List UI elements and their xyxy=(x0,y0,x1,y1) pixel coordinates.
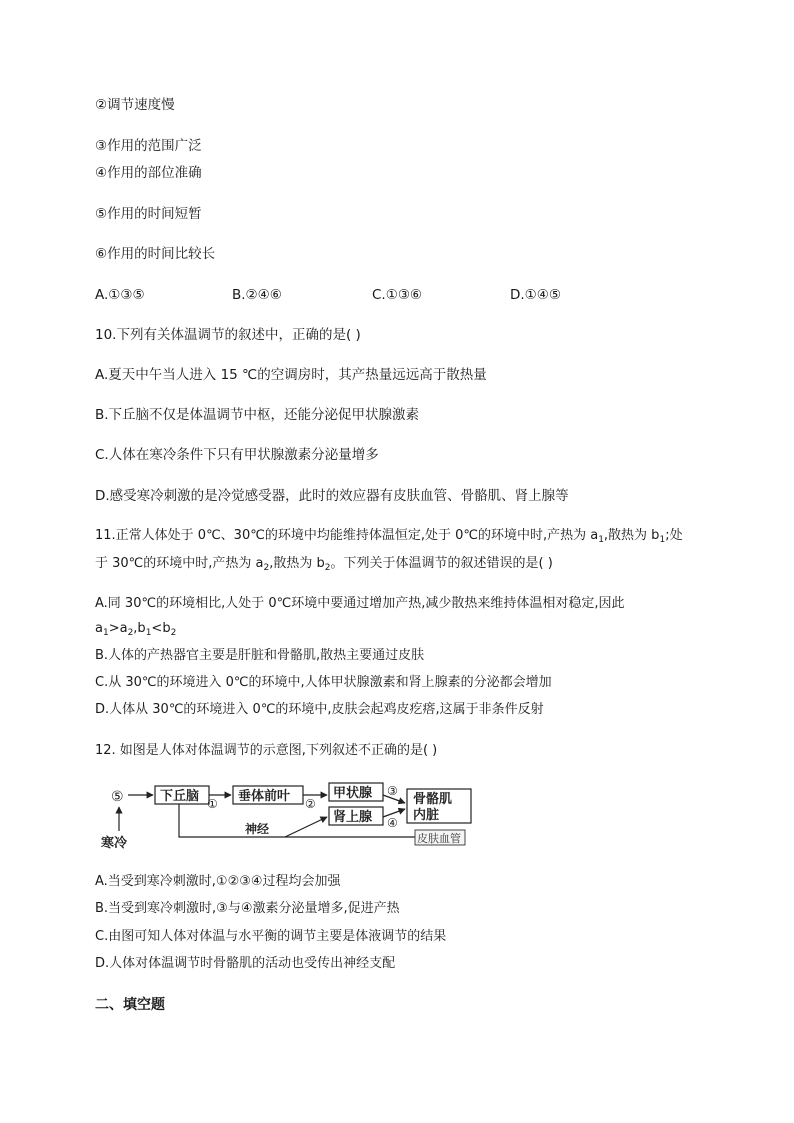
q11-stem-line1-sub-a: 1 xyxy=(598,535,604,545)
q10-option-c: C.人体在寒冷条件下只有甲状腺激素分泌量增多 xyxy=(95,447,379,463)
q11-a2-p3: ,b xyxy=(133,621,146,636)
q9-option-d: D.①④⑤ xyxy=(510,287,561,303)
q11-a2-p2: >a xyxy=(108,621,128,636)
q9-item-6: ⑥作用的时间比较长 xyxy=(95,246,216,262)
q11-stem-line1-text-c: ;处 xyxy=(665,528,683,543)
q11-a2-s4: 2 xyxy=(170,628,177,638)
q11-a2-p1: a xyxy=(95,621,103,636)
q11-a2-p4: <b xyxy=(151,621,171,636)
q11-stem-line2-sub-b: 2 xyxy=(324,563,331,573)
q9-option-b: B.②④⑥ xyxy=(232,287,282,303)
q11-stem-line1-text-a: 11.正常人体处于 0℃、30℃的环境中均能维持体温恒定,处于 0℃的环境中时,产热为 a xyxy=(95,528,599,543)
q11-a2-s3: 1 xyxy=(145,628,152,638)
diagram-label-3: ③ xyxy=(387,784,398,798)
q10-option-b: B.下丘脑不仅是体温调节中枢，还能分泌促甲状腺激素 xyxy=(95,407,420,423)
q11-a2-s1: 1 xyxy=(102,628,109,638)
q9-item-5: ⑤作用的时间短暂 xyxy=(95,206,202,222)
diagram-label-adrenal: 肾上腺 xyxy=(333,810,373,825)
q9-item-3: ③作用的范围广泛 xyxy=(95,138,202,154)
q11-option-b: B.人体的产热器官主要是肝脏和骨骼肌,散热主要通过皮肤 xyxy=(95,648,425,663)
diagram-label-target-2: 内脏 xyxy=(413,808,440,823)
diagram-label-target-1: 骨骼肌 xyxy=(413,792,453,807)
diagram-label-5: ⑤ xyxy=(111,789,124,805)
q11-stem-line2-text-a: 于 30℃的环境中时,产热为 a xyxy=(95,556,264,571)
q11-stem-line2 xyxy=(95,555,553,577)
q12-option-b: B.当受到寒冷刺激时,③与④激素分泌量增多,促进产热 xyxy=(95,901,400,916)
q9-item-4: ④作用的部位准确 xyxy=(95,165,202,181)
q9-option-c: C.①③⑥ xyxy=(372,287,423,303)
diagram-nerve-branch xyxy=(285,817,327,837)
q12-stem: 12. 如图是人体对体温调节的示意图,下列叙述不正确的是( ) xyxy=(95,743,438,758)
q11-stem-line2-text-c: 。下列关于体温调节的叙述错误的是( ) xyxy=(330,556,553,571)
q11-option-d: D.人体从 30℃的环境进入 0℃的环境中,皮肤会起鸡皮疙瘩,这属于非条件反射 xyxy=(95,702,544,717)
q11-stem-line1-text-b: ,散热为 b xyxy=(603,528,660,543)
q10-stem: 10.下列有关体温调节的叙述中，正确的是( ) xyxy=(95,327,361,343)
thermoregulation-diagram xyxy=(95,775,475,855)
q11-a2-s2: 2 xyxy=(127,628,134,638)
section-heading-fill-in: 二、填空题 xyxy=(95,997,165,1013)
q11-option-a-line2 xyxy=(95,620,176,642)
diagram-label-2: ② xyxy=(305,797,316,811)
q11-option-a-line1: A.同 30℃的环境相比,人处于 0℃环境中要通过增加产热,减少散热来维持体温相对稳定,因此 xyxy=(95,596,625,611)
q12-option-c: C.由图可知人体对体温与水平衡的调节主要是体液调节的结果 xyxy=(95,929,447,944)
diagram-label-pituitary: 垂体前叶 xyxy=(238,789,291,804)
diagram-label-1: ① xyxy=(207,797,218,811)
q11-stem-line2-text-b: ,散热为 b xyxy=(269,556,325,571)
q9-option-a: A.①③⑤ xyxy=(95,287,145,303)
q9-item-2: ②调节速度慢 xyxy=(95,97,175,113)
q12-option-d: D.人体对体温调节时骨骼肌的活动也受传出神经支配 xyxy=(95,956,396,971)
diagram-label-skin-vessel: 皮肤血管 xyxy=(417,832,461,845)
q11-stem-line1 xyxy=(95,527,683,549)
diagram-label-4: ④ xyxy=(387,816,398,830)
diagram-label-thyroid: 甲状腺 xyxy=(333,786,373,801)
diagram-label-cold: 寒冷 xyxy=(101,836,128,851)
q11-option-c: C.从 30℃的环境进入 0℃的环境中,人体甲状腺激素和肾上腺素的分泌都会增加 xyxy=(95,675,552,690)
q11-stem-line1-sub-b: 1 xyxy=(659,535,666,545)
diagram-label-nerve: 神经 xyxy=(245,822,270,836)
diagram-label-hypothalamus: 下丘脑 xyxy=(160,789,200,804)
q11-stem-line2-sub-a: 2 xyxy=(263,563,270,573)
q12-option-a: A.当受到寒冷刺激时,①②③④过程均会加强 xyxy=(95,874,341,889)
q10-option-d: D.感受寒冷刺激的是冷觉感受器，此时的效应器有皮肤血管、骨骼肌、肾上腺等 xyxy=(95,488,569,504)
q10-option-a: A.夏天中午当人进入 15 ℃的空调房时，其产热量远远高于散热量 xyxy=(95,367,487,383)
